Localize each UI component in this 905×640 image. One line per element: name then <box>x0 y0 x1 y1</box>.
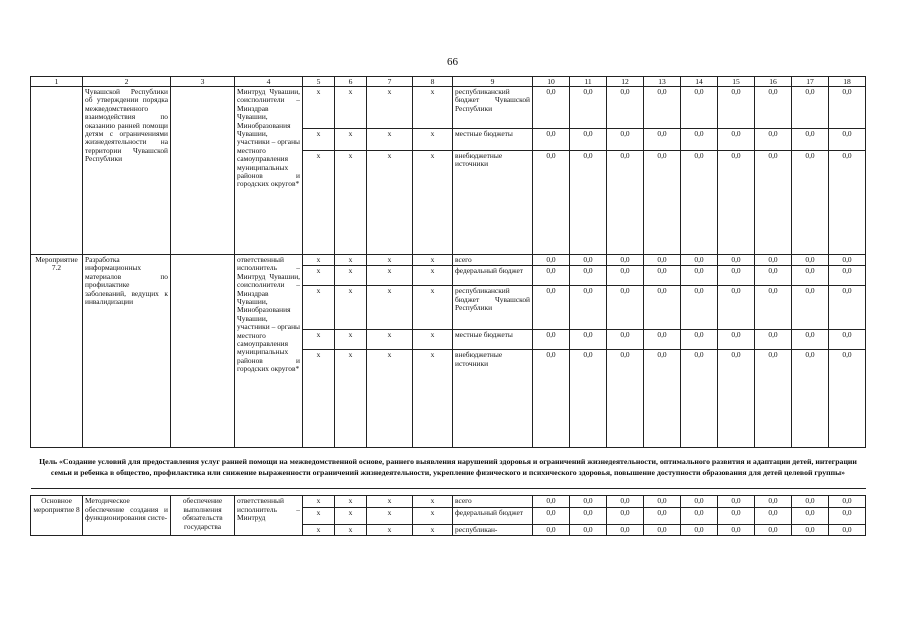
column-number-cell: 6 <box>335 77 367 87</box>
value-cell: 0,0 <box>755 266 792 286</box>
code-cell: x <box>303 496 335 507</box>
code-cell: x <box>413 129 453 151</box>
value-cell: 0,0 <box>792 266 829 286</box>
funding-source-cell: республикан- <box>453 524 533 535</box>
code-cell: x <box>335 266 367 286</box>
code-cell: x <box>367 129 413 151</box>
value-cell: 0,0 <box>755 255 792 266</box>
column-number-cell: 10 <box>533 77 570 87</box>
code-cell: x <box>303 129 335 151</box>
code-cell: x <box>367 286 413 330</box>
value-cell: 0,0 <box>644 286 681 330</box>
code-cell: x <box>413 255 453 266</box>
value-cell: 0,0 <box>644 87 681 129</box>
value-cell: 0,0 <box>681 129 718 151</box>
event-name-cell: Чувашской Республики об утверждении порядка межведомственного взаимодействия по оказанию ранней помощи детям с ограничениями жизнедеятельности на территории Чувашской Республики <box>83 87 171 255</box>
value-cell: 0,0 <box>533 524 570 535</box>
event-number-cell: Основное мероприятие 8 <box>31 496 83 536</box>
value-cell: 0,0 <box>681 151 718 255</box>
code-cell: x <box>303 286 335 330</box>
column-number-cell: 16 <box>755 77 792 87</box>
code-cell: x <box>413 350 453 448</box>
funding-source-cell: местные бюджеты <box>453 129 533 151</box>
value-cell: 0,0 <box>755 87 792 129</box>
value-cell: 0,0 <box>755 507 792 524</box>
value-cell: 0,0 <box>829 350 866 448</box>
column-number-cell: 5 <box>303 77 335 87</box>
value-cell: 0,0 <box>533 151 570 255</box>
code-cell: x <box>367 87 413 129</box>
code-cell: x <box>303 507 335 524</box>
code-cell: x <box>367 266 413 286</box>
value-cell: 0,0 <box>681 524 718 535</box>
value-cell: 0,0 <box>755 151 792 255</box>
value-cell: 0,0 <box>792 350 829 448</box>
column-number-cell: 18 <box>829 77 866 87</box>
value-cell: 0,0 <box>718 286 755 330</box>
value-cell: 0,0 <box>681 330 718 350</box>
code-cell: x <box>367 350 413 448</box>
value-cell: 0,0 <box>533 87 570 129</box>
code-cell: x <box>413 151 453 255</box>
column-number-cell: 3 <box>171 77 235 87</box>
value-cell: 0,0 <box>792 129 829 151</box>
column-number-cell: 9 <box>453 77 533 87</box>
value-cell: 0,0 <box>644 255 681 266</box>
funding-source-cell: местные бюджеты <box>453 330 533 350</box>
value-cell: 0,0 <box>681 266 718 286</box>
value-cell: 0,0 <box>533 496 570 507</box>
column-number-cell: 14 <box>681 77 718 87</box>
code-cell: x <box>335 129 367 151</box>
column-number-cell: 13 <box>644 77 681 87</box>
code-cell: x <box>413 524 453 535</box>
budget-table <box>30 76 866 536</box>
value-cell: 0,0 <box>829 87 866 129</box>
table-row <box>31 87 866 129</box>
value-cell: 0,0 <box>755 330 792 350</box>
value-cell: 0,0 <box>718 507 755 524</box>
responsible-cell: ответственный исполнитель – Минтруд <box>235 496 303 536</box>
code-cell: x <box>335 255 367 266</box>
code-cell: x <box>335 151 367 255</box>
value-cell: 0,0 <box>570 350 607 448</box>
funding-source-cell: всего <box>453 496 533 507</box>
value-cell: 0,0 <box>570 266 607 286</box>
code-cell: x <box>413 330 453 350</box>
funding-source-cell: внебюджетные источники <box>453 151 533 255</box>
value-cell: 0,0 <box>570 507 607 524</box>
value-cell: 0,0 <box>718 255 755 266</box>
value-cell: 0,0 <box>607 255 644 266</box>
value-cell: 0,0 <box>792 496 829 507</box>
value-cell: 0,0 <box>570 524 607 535</box>
value-cell: 0,0 <box>829 330 866 350</box>
event-name-cell: Разработка информационных материалов по профилактике заболеваний, ведущих к инвалидизации <box>83 255 171 448</box>
code-cell: x <box>367 524 413 535</box>
value-cell: 0,0 <box>718 496 755 507</box>
code-cell: x <box>413 496 453 507</box>
code-cell: x <box>303 255 335 266</box>
value-cell: 0,0 <box>718 151 755 255</box>
value-cell: 0,0 <box>644 129 681 151</box>
code-cell: x <box>335 330 367 350</box>
value-cell: 0,0 <box>829 496 866 507</box>
value-cell: 0,0 <box>607 87 644 129</box>
value-cell: 0,0 <box>681 255 718 266</box>
value-cell: 0,0 <box>533 507 570 524</box>
code-cell: x <box>303 266 335 286</box>
value-cell: 0,0 <box>570 330 607 350</box>
spacer-row <box>31 489 866 496</box>
table-row <box>31 496 866 507</box>
value-cell: 0,0 <box>570 496 607 507</box>
value-cell: 0,0 <box>829 255 866 266</box>
value-cell: 0,0 <box>570 286 607 330</box>
value-cell: 0,0 <box>607 507 644 524</box>
value-cell: 0,0 <box>718 524 755 535</box>
responsible-cell: ответственный исполнитель – Минтруд Чувашии, соисполнители – Минздрав Чувашии, Минобразования Чувашии, участники – органы местного самоуправления муниципальных районов и городских округов* <box>235 255 303 448</box>
value-cell: 0,0 <box>644 524 681 535</box>
value-cell: 0,0 <box>533 350 570 448</box>
value-cell: 0,0 <box>829 524 866 535</box>
code-cell: x <box>335 496 367 507</box>
table-row <box>31 255 866 266</box>
funding-source-cell: федеральный бюджет <box>453 507 533 524</box>
value-cell: 0,0 <box>755 350 792 448</box>
code-cell: x <box>303 87 335 129</box>
code-cell: x <box>303 330 335 350</box>
value-cell: 0,0 <box>681 87 718 129</box>
code-cell: x <box>367 496 413 507</box>
goal-link-cell <box>171 87 235 255</box>
goal-text: Цель «Создание условий для предоставления услуг ранней помощи на межведомственной основе, раннего выявления нарушений здоровья и ограничений жизнедеятельности, оптимального развития и адаптации детей, интеграции семьи и ребенка в общество, профилактика или снижение выраженности ограничений жизнедеятельности, укрепление физического и психического здоровья, повышение доступности образования для детей целевой группы» <box>31 448 866 489</box>
value-cell: 0,0 <box>718 330 755 350</box>
value-cell: 0,0 <box>644 496 681 507</box>
value-cell: 0,0 <box>681 350 718 448</box>
value-cell: 0,0 <box>570 255 607 266</box>
value-cell: 0,0 <box>829 507 866 524</box>
value-cell: 0,0 <box>792 524 829 535</box>
code-cell: x <box>367 507 413 524</box>
value-cell: 0,0 <box>607 350 644 448</box>
value-cell: 0,0 <box>644 350 681 448</box>
value-cell: 0,0 <box>533 129 570 151</box>
column-number-cell: 17 <box>792 77 829 87</box>
responsible-cell: Минтруд Чувашии, соисполнители – Минздрав Чувашии, Минобразования Чувашии, участники – органы местного самоуправления муниципальных районов и городских округов* <box>235 87 303 255</box>
value-cell: 0,0 <box>829 286 866 330</box>
funding-source-cell: внебюджетные источники <box>453 350 533 448</box>
value-cell: 0,0 <box>607 266 644 286</box>
column-number-cell: 8 <box>413 77 453 87</box>
table-body <box>31 77 866 536</box>
code-cell: x <box>335 350 367 448</box>
column-number-cell: 1 <box>31 77 83 87</box>
value-cell: 0,0 <box>792 255 829 266</box>
value-cell: 0,0 <box>718 266 755 286</box>
value-cell: 0,0 <box>829 266 866 286</box>
code-cell: x <box>303 350 335 448</box>
value-cell: 0,0 <box>533 266 570 286</box>
funding-source-cell: всего <box>453 255 533 266</box>
column-number-cell: 2 <box>83 77 171 87</box>
value-cell: 0,0 <box>533 286 570 330</box>
value-cell: 0,0 <box>644 330 681 350</box>
value-cell: 0,0 <box>829 129 866 151</box>
value-cell: 0,0 <box>755 286 792 330</box>
column-number-cell: 15 <box>718 77 755 87</box>
value-cell: 0,0 <box>681 496 718 507</box>
value-cell: 0,0 <box>792 87 829 129</box>
page-number: 66 <box>447 56 458 68</box>
goal-link-cell <box>171 255 235 448</box>
funding-source-cell: республиканский бюджет Чувашской Республики <box>453 286 533 330</box>
value-cell: 0,0 <box>718 87 755 129</box>
value-cell: 0,0 <box>607 129 644 151</box>
code-cell: x <box>367 255 413 266</box>
value-cell: 0,0 <box>607 151 644 255</box>
value-cell: 0,0 <box>755 496 792 507</box>
column-number-cell: 11 <box>570 77 607 87</box>
event-number-cell: Мероприятие 7.2 <box>31 255 83 448</box>
spacer-cell <box>31 489 866 496</box>
value-cell: 0,0 <box>755 129 792 151</box>
value-cell: 0,0 <box>607 330 644 350</box>
value-cell: 0,0 <box>681 507 718 524</box>
value-cell: 0,0 <box>533 255 570 266</box>
code-cell: x <box>413 286 453 330</box>
value-cell: 0,0 <box>718 350 755 448</box>
code-cell: x <box>303 151 335 255</box>
funding-source-cell: федеральный бюджет <box>453 266 533 286</box>
value-cell: 0,0 <box>792 151 829 255</box>
value-cell: 0,0 <box>644 266 681 286</box>
value-cell: 0,0 <box>829 151 866 255</box>
code-cell: x <box>367 151 413 255</box>
value-cell: 0,0 <box>570 151 607 255</box>
code-cell: x <box>413 266 453 286</box>
column-number-cell: 4 <box>235 77 303 87</box>
value-cell: 0,0 <box>792 286 829 330</box>
column-number-header <box>31 77 866 87</box>
code-cell: x <box>335 507 367 524</box>
code-cell: x <box>413 87 453 129</box>
goal-link-cell: обеспечение выполнения обязательств государства <box>171 496 235 536</box>
code-cell: x <box>335 286 367 330</box>
value-cell: 0,0 <box>607 496 644 507</box>
code-cell: x <box>335 87 367 129</box>
value-cell: 0,0 <box>792 330 829 350</box>
value-cell: 0,0 <box>570 129 607 151</box>
value-cell: 0,0 <box>681 286 718 330</box>
funding-source-cell: республиканский бюджет Чувашской Республики <box>453 87 533 129</box>
value-cell: 0,0 <box>533 330 570 350</box>
goal-row <box>31 448 866 489</box>
value-cell: 0,0 <box>718 129 755 151</box>
event-name-cell: Методическое обеспечение создания и функционирования систе- <box>83 496 171 536</box>
code-cell: x <box>413 507 453 524</box>
code-cell: x <box>335 524 367 535</box>
code-cell: x <box>303 524 335 535</box>
column-number-cell: 12 <box>607 77 644 87</box>
value-cell: 0,0 <box>607 286 644 330</box>
value-cell: 0,0 <box>644 507 681 524</box>
value-cell: 0,0 <box>755 524 792 535</box>
value-cell: 0,0 <box>570 87 607 129</box>
value-cell: 0,0 <box>644 151 681 255</box>
value-cell: 0,0 <box>792 507 829 524</box>
column-number-cell: 7 <box>367 77 413 87</box>
value-cell: 0,0 <box>607 524 644 535</box>
event-number-cell <box>31 87 83 255</box>
code-cell: x <box>367 330 413 350</box>
